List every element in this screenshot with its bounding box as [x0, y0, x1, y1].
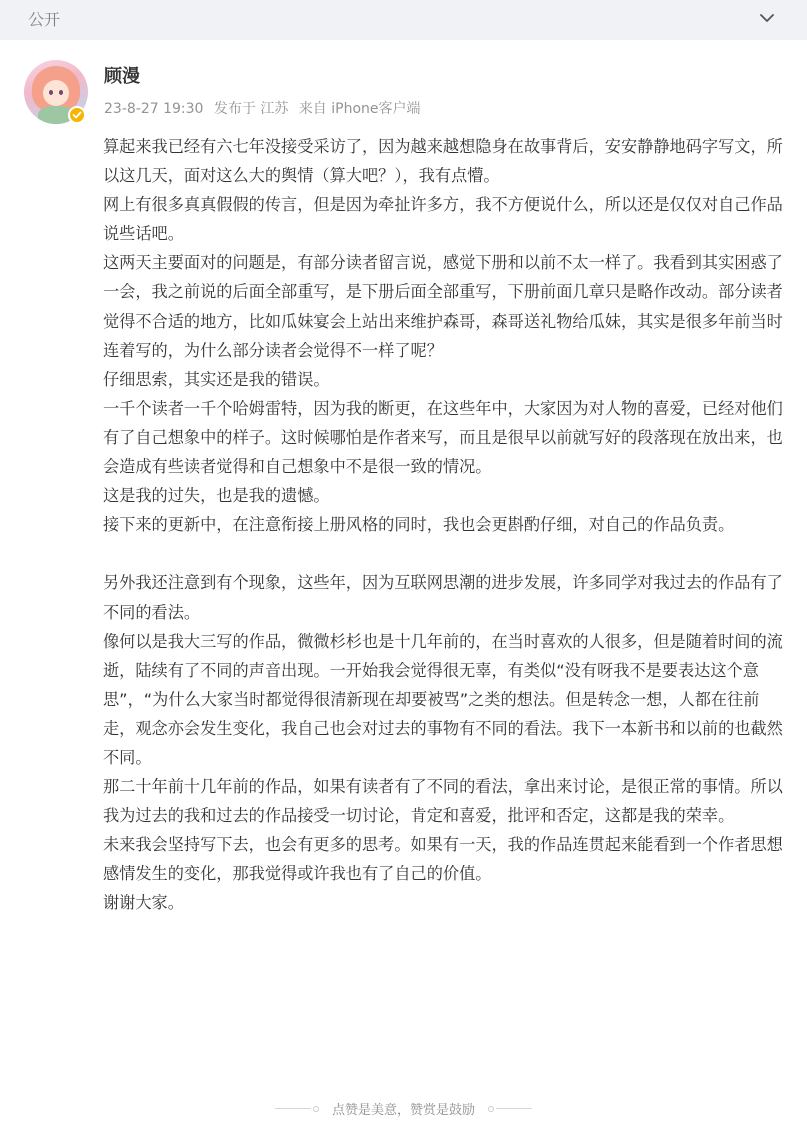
paragraph: 接下来的更新中，在注意衔接上册风格的同时，我也会更斟酌仔细，对自己的作品负责。	[103, 515, 735, 535]
reward-footer	[0, 1098, 807, 1118]
divider-right	[496, 1108, 532, 1109]
paragraph: 谢谢大家。	[103, 893, 184, 913]
visibility-label: 公开	[28, 10, 61, 29]
dot-left	[313, 1106, 319, 1112]
post-content	[103, 132, 783, 918]
chevron-down-icon[interactable]	[759, 10, 775, 26]
post-timestamp: 23-8-27 19:30	[104, 101, 204, 117]
paragraph: 像何以是我大三写的作品，微微杉杉也是十几年前的，在当时喜欢的人很多，但是随着时间的流逝，陆续有了不同的声音出现。一开始我会觉得很无辜，有类似“没有呀我不是要表达这个意思”，“为什么大家当时都觉得很清新现在却要被骂”之类的想法。但是转念一想，人都在往前走，观念亦会发生变化，我自己也会对过去的事物有不同的看法。我下一本新书和以前的也截然不同。	[103, 631, 783, 767]
post-card	[0, 40, 807, 1138]
paragraph: 未来我会坚持写下去，也会有更多的思考。如果有一天，我的作品连贯起来能看到一个作者思想感情发生的变化，那我觉得或许我也有了自己的价值。	[103, 835, 783, 884]
paragraph: 这两天主要面对的问题是，有部分读者留言说，感觉下册和以前不太一样了。我看到其实困惑了一会，我之前说的后面全部重写，是下册后面全部重写，下册前面几章只是略作改动。部分读者觉得不合适的地方，比如瓜妹宴会上站出来维护森哥，森哥送礼物给瓜妹，其实是很多年前当时连着写的，为什么部分读者会觉得不一样了呢？	[103, 253, 783, 360]
paragraph: 另外我还注意到有个现象，这些年，因为互联网思潮的进步发展，许多同学对我过去的作品有了不同的看法。	[103, 573, 783, 622]
verified-badge-icon	[68, 106, 86, 124]
paragraph: 算起来我已经有六七年没接受采访了，因为越来越想隐身在故事背后，安安静静地码字写文，所以这几天，面对这么大的舆情（算大吧？），我有点懵。	[103, 137, 783, 186]
paragraph: 这是我的过失，也是我的遗憾。	[103, 486, 330, 506]
dot-right	[488, 1106, 494, 1112]
paragraph: 一千个读者一千个哈姆雷特，因为我的断更，在这些年中，大家因为对人物的喜爱，已经对他们有了自己想象中的样子。这时候哪怕是作者来写，而且是很早以前就写好的段落现在放出来，也会造成有些读者觉得和自己想象中不是很一致的情况。	[103, 398, 783, 477]
paragraph: 仔细思索，其实还是我的错误。	[103, 369, 330, 389]
paragraph: 网上有很多真真假假的传言，但是因为牵扯许多方，我不方便说什么，所以还是仅仅对自己作品说些话吧。	[103, 195, 783, 244]
post-meta	[104, 100, 427, 118]
divider-left	[275, 1108, 311, 1109]
top-bar	[0, 0, 807, 40]
author-name[interactable]: 顾漫	[104, 66, 140, 87]
post-location: 发布于 江苏	[213, 101, 289, 117]
reward-slogan: 点赞是美意，赞赏是鼓励	[331, 1103, 475, 1118]
paragraph: 那二十年前十几年前的作品，如果有读者有了不同的看法，拿出来讨论，是很正常的事情。所以我为过去的我和过去的作品接受一切讨论，肯定和喜爱，批评和否定，这都是我的荣幸。	[103, 777, 783, 826]
post-device: 来自 iPhone客户端	[298, 101, 421, 117]
paragraph-spacer	[103, 539, 783, 568]
